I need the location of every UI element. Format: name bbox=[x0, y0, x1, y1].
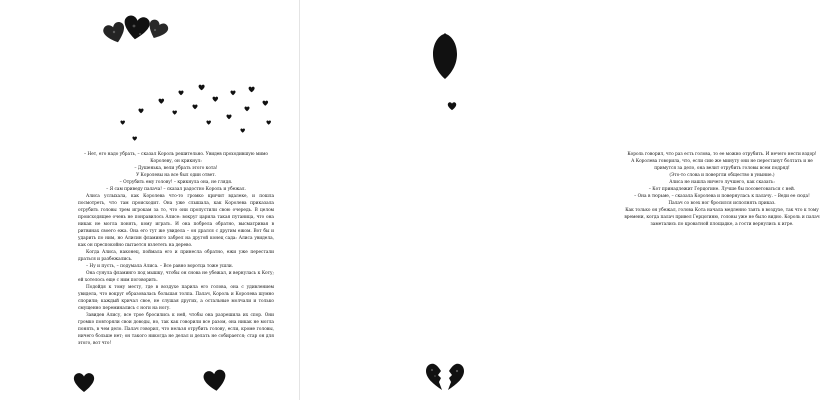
left_page-paragraph: Когда Алиса, наконец, поймала его и принесла обратно, ежи уже перестали драться и разбежались. bbox=[78, 250, 274, 262]
left_page-paragraph: У Королевы на все был один ответ. bbox=[136, 173, 216, 178]
right_page-paragraph: Король говорил, что раз есть голова, то ее можно отрубить. И нечего нести вздор! bbox=[627, 152, 817, 157]
right-page-text bbox=[624, 151, 820, 228]
right_page-paragraph: – Она в тюрьме, – сказала Королева и повернулась к палачу. – Веди ее сюда! bbox=[634, 194, 810, 199]
heart-cluster-icon bbox=[100, 10, 170, 65]
heart-icon bbox=[202, 368, 228, 392]
heart-icon bbox=[72, 370, 96, 394]
left_page-paragraph: – Отрубить ему голову! – крикнула она, не глядя. bbox=[119, 180, 233, 185]
right_page-paragraph: (Это-то слова и повергли общество в уныние.) bbox=[669, 173, 775, 178]
right_page-paragraph: Алиса не нашла ничего лучшего, как сказать: bbox=[669, 180, 775, 185]
left_page-paragraph: – Ну и пусть, – подумала Алиса. – Все равно воротца тоже ушли. bbox=[86, 264, 234, 269]
left_page-paragraph: – Нет, его надо убрать, – сказал Король решительно. Увидев проходившую мимо Королеву, он крикнул: bbox=[83, 152, 268, 164]
left_page-paragraph: Завидев Алису, все трое бросились к ней, чтобы она разрешила их спор. Они громко повторяли свои доводы, но, так как говорили все разом, она никак не могла понять, в чем дело. Палач говорил, что нельзя отрубить голову, если, кроме головы, ничего больше нет; он такого никогда не делал и делать не собирается; стар он для этого, вот что! bbox=[78, 313, 274, 346]
left_page-paragraph: – Я сам приведу палача! – сказал радостно Король и убежал. bbox=[106, 187, 246, 192]
small-heart-icon bbox=[447, 101, 457, 111]
right_page-paragraph: Палач со всех ног бросился исполнять приказ. bbox=[668, 201, 776, 206]
left_page-paragraph: Подойдя к тому месту, где в воздухе парила его голова, она с удивлением увидела, что вокруг образовалась большая толпа. Палач, Король и Королева шумно спорили; каждый кричал свое, не слушая других, а остальные молчали и только смущенно переминались с ноги на ногу. bbox=[78, 285, 274, 311]
left-page bbox=[0, 0, 300, 400]
left_page-paragraph: – Душенька, вели убрать этого кота! bbox=[134, 166, 218, 171]
right_page-paragraph: – Кот принадлежит Герцогине. Лучше бы посоветоваться с ней. bbox=[648, 187, 796, 192]
scattered-hearts-icon bbox=[80, 80, 280, 150]
left_page-paragraph: Она сунула фламинго под мышку, чтобы он снова не убежал, и вернулась к Коту; ей хотелось еще с ним поговорить. bbox=[78, 271, 274, 283]
torn-heart-icon bbox=[423, 362, 467, 392]
left_page-paragraph: Алиса услыхала, как Королева что-то громко кричит вдалеке, и пошла посмотреть, что там происходит. Она уже слышала, как Королева приказала отрубить головы трем игрокам за то, что они пропустили свою очередь. В целом происходящее очень не понравилось Алисе: вокруг царила такая путаница, что она никак не могла понять, кому играть. И она побрела обратно, высматривая в ритвинах своего ежа. Она его тут же увидела – он дрался с другим ежом. Вот бы и ударить по ним, но Алисин фламинго забрел на другой конец сада: Алиса увидела, как он преспокойно пытается взлететь на дерево. bbox=[78, 194, 274, 248]
left-page-text bbox=[78, 151, 274, 347]
right_page-paragraph: А Королева говорила, что, если сию же минуту они не перестанут болтать и не примутся за дело, она велит отрубить головы всем подряд! bbox=[631, 159, 813, 171]
right_page-paragraph: Как только он убежал, голова Кота начала медленно таять в воздухе, так что к тому времени, когда палач привел Герцогиню, головы уже не было видно. Король и палач заметались по кроватной площадке, а гости вернулись к игре. bbox=[624, 208, 820, 227]
tall-heart-icon bbox=[430, 32, 460, 82]
right-page bbox=[300, 0, 820, 400]
